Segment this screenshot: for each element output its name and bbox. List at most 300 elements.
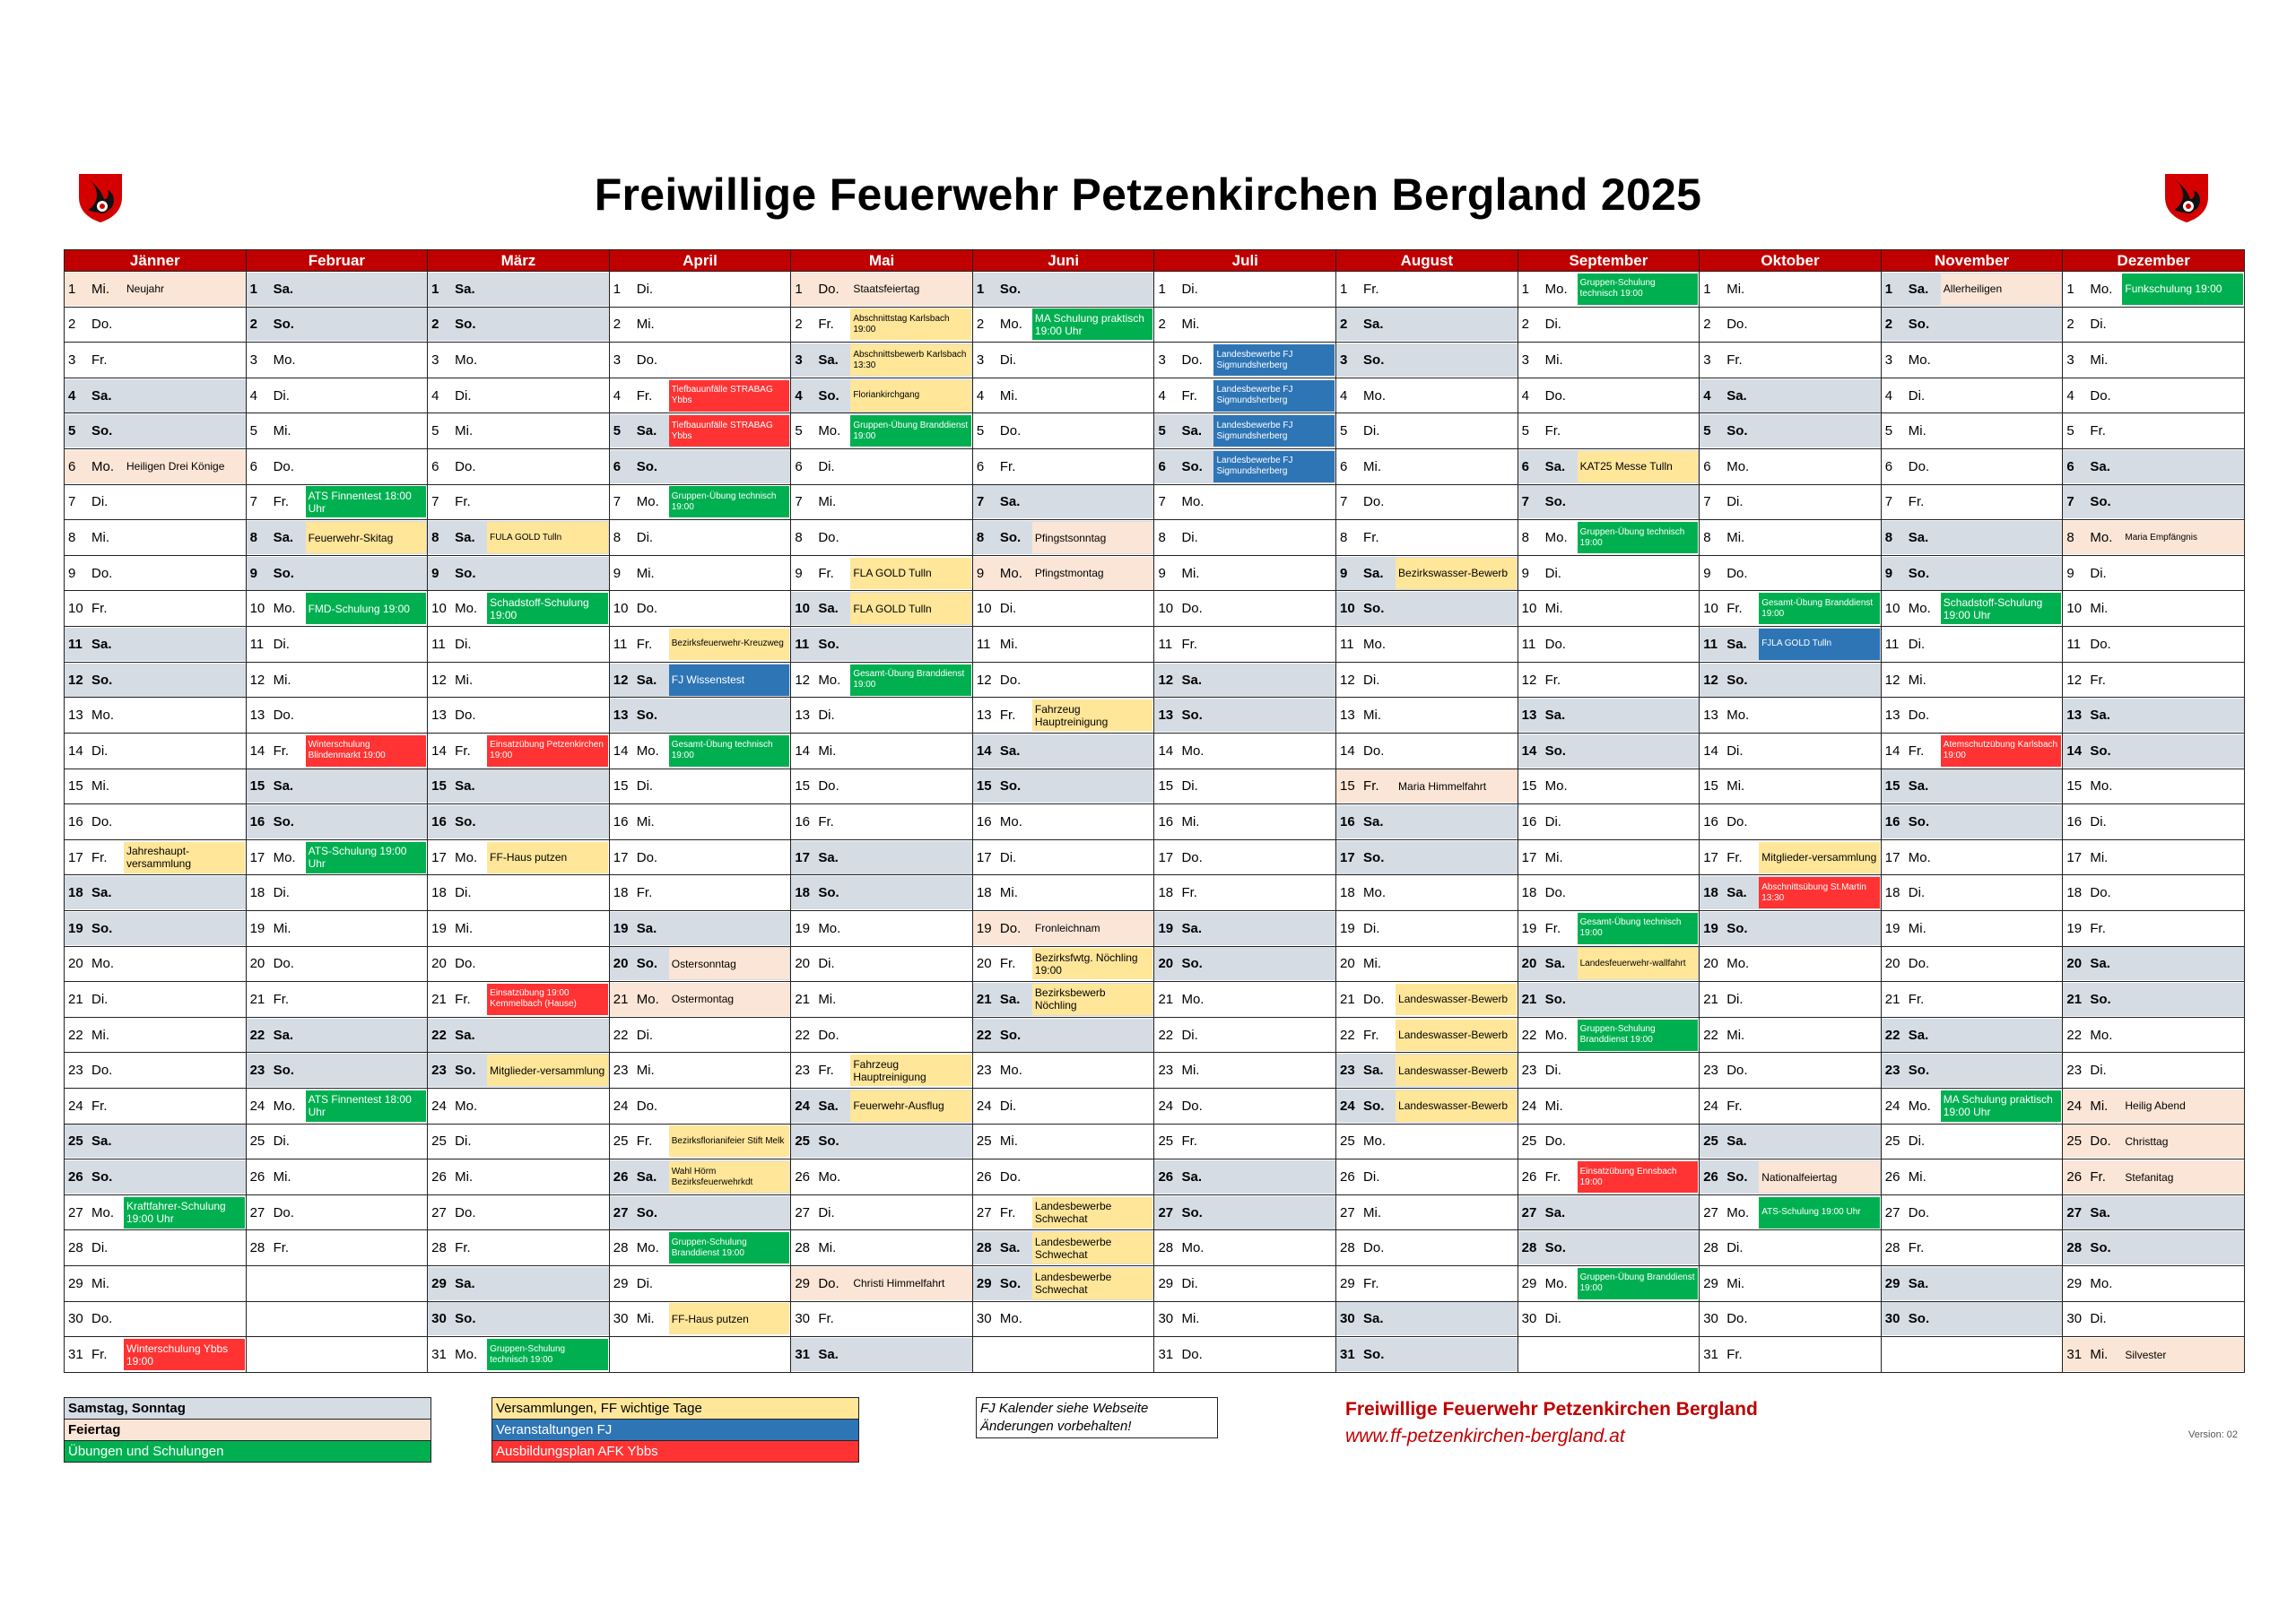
day-cell[interactable] — [246, 733, 428, 769]
day-cell[interactable] — [2063, 1301, 2245, 1337]
calendar-event[interactable]: Jahreshaupt-versammlung — [124, 842, 245, 873]
day-cell[interactable] — [246, 1124, 428, 1159]
day-cell[interactable] — [1336, 307, 1518, 343]
day-cell[interactable] — [1518, 1194, 1700, 1230]
calendar-event[interactable]: Gesamt-Übung Branddienst 19:00 — [1759, 593, 1880, 624]
calendar-event[interactable]: Pfingstsonntag — [1032, 522, 1153, 553]
day-cell[interactable] — [1518, 698, 1700, 734]
day-cell[interactable] — [1336, 1124, 1518, 1159]
day-cell[interactable] — [1700, 1266, 1882, 1302]
calendar-event[interactable]: Schadstoff-Schulung 19:00 — [487, 593, 608, 624]
day-cell[interactable] — [1700, 946, 1882, 982]
day-cell[interactable] — [972, 1230, 1154, 1266]
day-cell[interactable] — [609, 343, 791, 378]
day-cell[interactable] — [609, 804, 791, 840]
day-cell[interactable] — [246, 484, 428, 520]
day-cell[interactable] — [791, 1337, 973, 1373]
day-cell[interactable] — [428, 307, 610, 343]
day-cell[interactable] — [1700, 1159, 1882, 1195]
calendar-event[interactable]: Floriankirchgang — [850, 380, 971, 412]
day-cell[interactable] — [609, 910, 791, 946]
calendar-event[interactable]: ATS-Schulung 19:00 Uhr — [306, 842, 427, 873]
day-cell[interactable] — [1881, 555, 2063, 591]
day-cell[interactable] — [1881, 378, 2063, 413]
calendar-event[interactable]: Schadstoff-Schulung 19:00 Uhr — [1941, 593, 2062, 624]
day-cell[interactable] — [2063, 698, 2245, 734]
day-cell[interactable] — [1518, 1266, 1700, 1302]
day-cell[interactable] — [1881, 343, 2063, 378]
day-cell[interactable] — [1881, 1089, 2063, 1125]
day-cell[interactable] — [972, 627, 1154, 663]
day-cell[interactable] — [972, 272, 1154, 308]
day-cell[interactable] — [972, 875, 1154, 911]
day-cell[interactable] — [2063, 272, 2245, 308]
day-cell[interactable] — [972, 839, 1154, 875]
day-cell[interactable] — [1881, 946, 2063, 982]
day-cell[interactable] — [1700, 910, 1882, 946]
day-cell[interactable] — [428, 1017, 610, 1053]
day-cell[interactable] — [1518, 1230, 1700, 1266]
calendar-event[interactable]: Landesbewerbe FJ Sigmundsherberg — [1213, 344, 1335, 376]
calendar-event[interactable]: Einsatzübung 19:00 Kemmelbach (Hause) — [487, 984, 608, 1015]
day-cell[interactable] — [1518, 484, 1700, 520]
calendar-event[interactable]: KAT25 Messe Tulln — [1578, 451, 1699, 482]
day-cell[interactable] — [2063, 520, 2245, 556]
day-cell[interactable] — [65, 591, 247, 627]
day-cell[interactable] — [972, 413, 1154, 449]
calendar-event[interactable]: Landesbewerbe FJ Sigmundsherberg — [1213, 451, 1335, 482]
day-cell[interactable] — [65, 733, 247, 769]
day-cell[interactable] — [1700, 1301, 1882, 1337]
day-cell[interactable] — [428, 1230, 610, 1266]
day-cell[interactable] — [65, 413, 247, 449]
day-cell[interactable] — [428, 484, 610, 520]
day-cell[interactable] — [246, 839, 428, 875]
calendar-event[interactable]: Bezirksflorianifeier Stift Melk — [669, 1125, 790, 1157]
day-cell[interactable] — [1336, 1053, 1518, 1089]
day-cell[interactable] — [609, 1266, 791, 1302]
day-cell[interactable] — [1700, 378, 1882, 413]
day-cell[interactable] — [65, 946, 247, 982]
day-cell[interactable] — [1881, 272, 2063, 308]
day-cell[interactable] — [791, 733, 973, 769]
day-cell[interactable] — [1336, 875, 1518, 911]
calendar-event[interactable]: FULA GOLD Tulln — [487, 522, 608, 553]
day-cell[interactable] — [1336, 627, 1518, 663]
calendar-event[interactable]: Christi Himmelfahrt — [850, 1268, 971, 1299]
day-cell[interactable] — [1336, 1337, 1518, 1373]
day-cell[interactable] — [246, 272, 428, 308]
day-cell[interactable] — [1336, 449, 1518, 485]
day-cell[interactable] — [2063, 946, 2245, 982]
day-cell[interactable] — [65, 1266, 247, 1302]
calendar-event[interactable]: Gruppen-Schulung technisch 19:00 — [487, 1339, 608, 1370]
day-cell[interactable] — [246, 627, 428, 663]
day-cell[interactable] — [609, 1053, 791, 1089]
calendar-event[interactable]: FJLA GOLD Tulln — [1759, 629, 1880, 660]
calendar-event[interactable]: Maria Himmelfahrt — [1396, 770, 1517, 802]
day-cell[interactable] — [1518, 769, 1700, 804]
day-cell[interactable] — [1154, 1017, 1336, 1053]
day-cell[interactable] — [428, 982, 610, 1018]
day-cell[interactable] — [2063, 839, 2245, 875]
day-cell[interactable] — [791, 591, 973, 627]
calendar-event[interactable]: ATS-Schulung 19:00 Uhr — [1759, 1197, 1880, 1229]
day-cell[interactable] — [972, 343, 1154, 378]
calendar-event[interactable]: Gesamt-Übung technisch 19:00 — [1578, 913, 1699, 944]
day-cell[interactable] — [972, 1089, 1154, 1125]
day-cell[interactable] — [246, 946, 428, 982]
day-cell[interactable] — [791, 1159, 973, 1195]
day-cell[interactable] — [1154, 591, 1336, 627]
day-cell[interactable] — [246, 804, 428, 840]
calendar-event[interactable]: Neujahr — [124, 274, 245, 305]
day-cell[interactable] — [2063, 555, 2245, 591]
day-cell[interactable] — [1336, 769, 1518, 804]
day-cell[interactable] — [1518, 1301, 1700, 1337]
calendar-event[interactable]: Abschnittsübung St.Martin 13:30 — [1759, 877, 1880, 908]
day-cell[interactable] — [1700, 1194, 1882, 1230]
day-cell[interactable] — [1154, 982, 1336, 1018]
calendar-event[interactable]: Wahl Hörm Bezirksfeuerwehrkdt — [669, 1161, 790, 1193]
day-cell[interactable] — [1518, 804, 1700, 840]
day-cell[interactable] — [791, 413, 973, 449]
calendar-event[interactable]: Stefanitag — [2122, 1161, 2243, 1193]
day-cell[interactable] — [972, 378, 1154, 413]
day-cell[interactable] — [65, 1301, 247, 1337]
day-cell[interactable] — [972, 307, 1154, 343]
day-cell[interactable] — [1881, 1124, 2063, 1159]
day-cell[interactable] — [1154, 662, 1336, 698]
day-cell[interactable] — [609, 982, 791, 1018]
day-cell[interactable] — [1154, 839, 1336, 875]
day-cell[interactable] — [1518, 378, 1700, 413]
day-cell[interactable] — [1336, 698, 1518, 734]
calendar-event[interactable]: Bezirksfwtg. Nöchling 19:00 — [1032, 948, 1153, 979]
day-cell[interactable] — [246, 520, 428, 556]
day-cell[interactable] — [1154, 1194, 1336, 1230]
day-cell[interactable] — [972, 1053, 1154, 1089]
day-cell[interactable] — [1336, 555, 1518, 591]
day-cell[interactable] — [1518, 1159, 1700, 1195]
day-cell[interactable] — [1336, 1230, 1518, 1266]
calendar-event[interactable]: Feuerwehr-Ausflug — [850, 1090, 971, 1122]
day-cell[interactable] — [246, 875, 428, 911]
calendar-event[interactable]: Ostermontag — [669, 984, 790, 1015]
calendar-event[interactable]: ATS Finnentest 18:00 Uhr — [306, 486, 427, 517]
day-cell[interactable] — [1700, 875, 1882, 911]
day-cell[interactable] — [1336, 1159, 1518, 1195]
day-cell[interactable] — [65, 1159, 247, 1195]
calendar-event[interactable]: Gruppen-Übung Branddienst 19:00 — [850, 415, 971, 447]
day-cell[interactable] — [1700, 627, 1882, 663]
day-cell[interactable] — [1881, 484, 2063, 520]
day-cell[interactable] — [1881, 1194, 2063, 1230]
day-cell[interactable] — [1336, 662, 1518, 698]
day-cell[interactable] — [65, 875, 247, 911]
calendar-event[interactable]: Bezirkswasser-Bewerb — [1396, 558, 1517, 589]
day-cell[interactable] — [2063, 591, 2245, 627]
day-cell[interactable] — [65, 307, 247, 343]
day-cell[interactable] — [1881, 1159, 2063, 1195]
day-cell[interactable] — [246, 1301, 428, 1337]
day-cell[interactable] — [609, 627, 791, 663]
day-cell[interactable] — [1154, 1230, 1336, 1266]
day-cell[interactable] — [1881, 1053, 2063, 1089]
day-cell[interactable] — [428, 1053, 610, 1089]
day-cell[interactable] — [1881, 627, 2063, 663]
calendar-event[interactable]: Mitglieder-versammlung — [1759, 842, 1880, 873]
day-cell[interactable] — [1154, 769, 1336, 804]
day-cell[interactable] — [65, 1017, 247, 1053]
day-cell[interactable] — [246, 982, 428, 1018]
calendar-event[interactable]: Staatsfeiertag — [850, 274, 971, 305]
day-cell[interactable] — [65, 555, 247, 591]
day-cell[interactable] — [791, 1266, 973, 1302]
calendar-event[interactable]: Landesbewerbe FJ Sigmundsherberg — [1213, 415, 1335, 447]
day-cell[interactable] — [1700, 1017, 1882, 1053]
day-cell[interactable] — [1518, 1337, 1700, 1373]
day-cell[interactable] — [65, 839, 247, 875]
calendar-event[interactable]: Heilig Abend — [2122, 1090, 2243, 1122]
day-cell[interactable] — [65, 698, 247, 734]
day-cell[interactable] — [609, 769, 791, 804]
day-cell[interactable] — [428, 627, 610, 663]
day-cell[interactable] — [1518, 1017, 1700, 1053]
day-cell[interactable] — [246, 1194, 428, 1230]
day-cell[interactable] — [609, 1017, 791, 1053]
day-cell[interactable] — [428, 875, 610, 911]
day-cell[interactable] — [609, 839, 791, 875]
calendar-event[interactable]: Pfingstmontag — [1032, 558, 1153, 589]
day-cell[interactable] — [1881, 804, 2063, 840]
day-cell[interactable] — [972, 804, 1154, 840]
day-cell[interactable] — [2063, 662, 2245, 698]
day-cell[interactable] — [1881, 839, 2063, 875]
day-cell[interactable] — [1154, 1266, 1336, 1302]
day-cell[interactable] — [972, 1124, 1154, 1159]
day-cell[interactable] — [791, 449, 973, 485]
calendar-event[interactable]: FJ Wissenstest — [669, 664, 790, 696]
calendar-event[interactable]: Funkschulung 19:00 — [2122, 274, 2243, 305]
day-cell[interactable] — [2063, 769, 2245, 804]
calendar-event[interactable]: FF-Haus putzen — [669, 1303, 790, 1334]
day-cell[interactable] — [1700, 1124, 1882, 1159]
day-cell[interactable] — [1881, 1301, 2063, 1337]
day-cell[interactable] — [65, 662, 247, 698]
day-cell[interactable] — [246, 1053, 428, 1089]
day-cell[interactable] — [1336, 520, 1518, 556]
day-cell[interactable] — [1700, 733, 1882, 769]
day-cell[interactable] — [246, 1266, 428, 1302]
day-cell[interactable] — [1154, 272, 1336, 308]
calendar-event[interactable]: Allerheiligen — [1941, 274, 2062, 305]
calendar-event[interactable]: Landesbewerbe Schwechat — [1032, 1232, 1153, 1264]
day-cell[interactable] — [1700, 1053, 1882, 1089]
day-cell[interactable] — [1700, 555, 1882, 591]
day-cell[interactable] — [1881, 733, 2063, 769]
day-cell[interactable] — [65, 272, 247, 308]
day-cell[interactable] — [428, 662, 610, 698]
day-cell[interactable] — [791, 1194, 973, 1230]
calendar-event[interactable]: Mitglieder-versammlung — [487, 1055, 608, 1086]
day-cell[interactable] — [1881, 769, 2063, 804]
day-cell[interactable] — [609, 1124, 791, 1159]
calendar-event[interactable]: Gruppen-Schulung Branddienst 19:00 — [669, 1232, 790, 1264]
calendar-event[interactable]: Maria Empfängnis — [2122, 522, 2243, 553]
day-cell[interactable] — [1336, 378, 1518, 413]
day-cell[interactable] — [1700, 307, 1882, 343]
day-cell[interactable] — [428, 591, 610, 627]
day-cell[interactable] — [428, 910, 610, 946]
day-cell[interactable] — [428, 272, 610, 308]
calendar-event[interactable]: FLA GOLD Tulln — [850, 558, 971, 589]
day-cell[interactable] — [791, 839, 973, 875]
day-cell[interactable] — [791, 662, 973, 698]
day-cell[interactable] — [2063, 413, 2245, 449]
day-cell[interactable] — [609, 272, 791, 308]
day-cell[interactable] — [1154, 910, 1336, 946]
day-cell[interactable] — [1336, 272, 1518, 308]
day-cell[interactable] — [1336, 591, 1518, 627]
day-cell[interactable] — [1700, 272, 1882, 308]
day-cell[interactable] — [246, 555, 428, 591]
day-cell[interactable] — [1154, 946, 1336, 982]
day-cell[interactable] — [2063, 733, 2245, 769]
day-cell[interactable] — [1881, 413, 2063, 449]
day-cell[interactable] — [972, 1301, 1154, 1337]
day-cell[interactable] — [428, 769, 610, 804]
day-cell[interactable] — [246, 343, 428, 378]
day-cell[interactable] — [609, 698, 791, 734]
footer-website-link[interactable]: www.ff-petzenkirchen-bergland.at — [1345, 1426, 1625, 1446]
calendar-event[interactable]: Heiligen Drei Könige — [124, 451, 245, 482]
day-cell[interactable] — [2063, 378, 2245, 413]
day-cell[interactable] — [1154, 343, 1336, 378]
day-cell[interactable] — [428, 520, 610, 556]
calendar-event[interactable]: Silvester — [2122, 1339, 2243, 1370]
day-cell[interactable] — [972, 1159, 1154, 1195]
day-cell[interactable] — [791, 1017, 973, 1053]
day-cell[interactable] — [1518, 982, 1700, 1018]
day-cell[interactable] — [1518, 946, 1700, 982]
day-cell[interactable] — [65, 1124, 247, 1159]
day-cell[interactable] — [1336, 1266, 1518, 1302]
day-cell[interactable] — [1154, 1337, 1336, 1373]
day-cell[interactable] — [1336, 343, 1518, 378]
day-cell[interactable] — [1881, 1230, 2063, 1266]
day-cell[interactable] — [1154, 449, 1336, 485]
day-cell[interactable] — [1881, 875, 2063, 911]
calendar-event[interactable]: Landeswasser-Bewerb — [1396, 1055, 1517, 1086]
day-cell[interactable] — [246, 662, 428, 698]
calendar-event[interactable]: Landesfeuerwehr-wallfahrt — [1578, 948, 1699, 979]
day-cell[interactable] — [1700, 1230, 1882, 1266]
day-cell[interactable] — [2063, 307, 2245, 343]
day-cell[interactable] — [1700, 804, 1882, 840]
day-cell[interactable] — [1700, 413, 1882, 449]
day-cell[interactable] — [428, 1337, 610, 1373]
day-cell[interactable] — [1518, 449, 1700, 485]
day-cell[interactable] — [65, 378, 247, 413]
calendar-event[interactable]: Gesamt-Übung technisch 19:00 — [669, 735, 790, 767]
day-cell[interactable] — [1154, 698, 1336, 734]
day-cell[interactable] — [246, 769, 428, 804]
day-cell[interactable] — [246, 1089, 428, 1125]
day-cell[interactable] — [791, 484, 973, 520]
calendar-event[interactable]: Einsatzübung Petzenkirchen 19:00 — [487, 735, 608, 767]
day-cell[interactable] — [609, 1194, 791, 1230]
day-cell[interactable] — [972, 910, 1154, 946]
day-cell[interactable] — [1154, 484, 1336, 520]
day-cell[interactable] — [1336, 910, 1518, 946]
day-cell[interactable] — [1700, 769, 1882, 804]
calendar-event[interactable]: MA Schulung praktisch 19:00 Uhr — [1032, 308, 1153, 340]
day-cell[interactable] — [972, 1266, 1154, 1302]
day-cell[interactable] — [1881, 1266, 2063, 1302]
day-cell[interactable] — [1518, 307, 1700, 343]
calendar-event[interactable]: Tiefbauunfälle STRABAG Ybbs — [669, 415, 790, 447]
day-cell[interactable] — [791, 875, 973, 911]
day-cell[interactable] — [1518, 875, 1700, 911]
day-cell[interactable] — [246, 1159, 428, 1195]
day-cell[interactable] — [1700, 1337, 1882, 1373]
calendar-event[interactable]: FF-Haus putzen — [487, 842, 608, 873]
day-cell[interactable] — [972, 1337, 1154, 1373]
day-cell[interactable] — [1881, 449, 2063, 485]
day-cell[interactable] — [246, 591, 428, 627]
day-cell[interactable] — [791, 343, 973, 378]
day-cell[interactable] — [1700, 591, 1882, 627]
calendar-event[interactable]: Feuerwehr-Skitag — [306, 522, 427, 553]
day-cell[interactable] — [246, 1017, 428, 1053]
day-cell[interactable] — [428, 1159, 610, 1195]
day-cell[interactable] — [1881, 698, 2063, 734]
calendar-event[interactable]: Gruppen-Übung Branddienst 19:00 — [1578, 1268, 1699, 1299]
day-cell[interactable] — [1518, 733, 1700, 769]
day-cell[interactable] — [791, 1301, 973, 1337]
day-cell[interactable] — [246, 413, 428, 449]
day-cell[interactable] — [428, 1194, 610, 1230]
day-cell[interactable] — [609, 591, 791, 627]
day-cell[interactable] — [1518, 272, 1700, 308]
day-cell[interactable] — [246, 449, 428, 485]
day-cell[interactable] — [1336, 733, 1518, 769]
day-cell[interactable] — [972, 1017, 1154, 1053]
day-cell[interactable] — [609, 555, 791, 591]
day-cell[interactable] — [1518, 1053, 1700, 1089]
day-cell[interactable] — [791, 627, 973, 663]
day-cell[interactable] — [1518, 627, 1700, 663]
day-cell[interactable] — [1154, 555, 1336, 591]
day-cell[interactable] — [1518, 520, 1700, 556]
day-cell[interactable] — [2063, 1089, 2245, 1125]
day-cell[interactable] — [246, 307, 428, 343]
day-cell[interactable] — [1336, 413, 1518, 449]
day-cell[interactable] — [609, 307, 791, 343]
calendar-event[interactable]: Bezirksbewerb Nöchling — [1032, 984, 1153, 1015]
day-cell[interactable] — [609, 1230, 791, 1266]
calendar-event[interactable]: Gesamt-Übung Branddienst 19:00 — [850, 664, 971, 696]
day-cell[interactable] — [1881, 307, 2063, 343]
day-cell[interactable] — [65, 910, 247, 946]
day-cell[interactable] — [1881, 520, 2063, 556]
day-cell[interactable] — [2063, 449, 2245, 485]
day-cell[interactable] — [609, 946, 791, 982]
day-cell[interactable] — [65, 343, 247, 378]
day-cell[interactable] — [1700, 662, 1882, 698]
day-cell[interactable] — [791, 378, 973, 413]
